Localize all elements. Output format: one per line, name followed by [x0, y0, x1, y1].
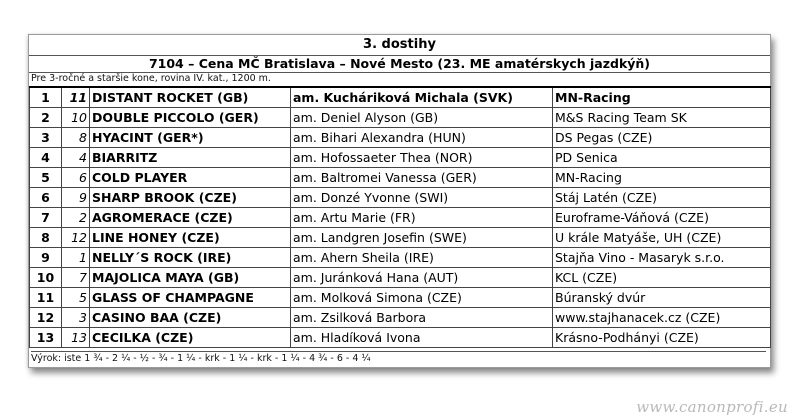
jockey-cell: am. Deniel Alyson (GB) — [291, 108, 553, 128]
jockey-cell: am. Hofossaeter Thea (NOR) — [291, 148, 553, 168]
result-row — [30, 188, 771, 208]
result-row — [30, 308, 771, 328]
horse-name-cell: LINE HONEY (CZE) — [90, 228, 291, 248]
start-number-cell: 12 — [62, 228, 90, 248]
place-cell: 12 — [30, 308, 62, 328]
jockey-cell: am. Artu Marie (FR) — [291, 208, 553, 228]
result-row — [30, 168, 771, 188]
place-cell: 10 — [30, 268, 62, 288]
start-number-cell: 10 — [62, 108, 90, 128]
place-cell: 2 — [30, 108, 62, 128]
result-row — [30, 148, 771, 168]
jockey-cell: am. Molková Simona (CZE) — [291, 288, 553, 308]
result-row — [30, 208, 771, 228]
horse-name-cell: MAJOLICA MAYA (GB) — [90, 268, 291, 288]
place-cell: 1 — [30, 87, 62, 108]
watermark: www.canonprofi.eu — [636, 398, 788, 416]
result-row — [30, 87, 771, 108]
jockey-cell: am. Bihari Alexandra (HUN) — [291, 128, 553, 148]
horse-name-cell: SHARP BROOK (CZE) — [90, 188, 291, 208]
race-heading: 3. dostihy — [29, 35, 770, 56]
owner-cell: MN-Racing — [553, 168, 771, 188]
race-title: 7104 – Cena MČ Bratislava – Nové Mesto (23. ME amatérskych jazdkýň) — [29, 55, 770, 73]
result-row — [30, 268, 771, 288]
jockey-cell: am. Zsilková Barbora — [291, 308, 553, 328]
horse-name-cell: DOUBLE PICCOLO (GER) — [90, 108, 291, 128]
result-row — [30, 128, 771, 148]
start-number-cell: 5 — [62, 288, 90, 308]
place-cell: 7 — [30, 208, 62, 228]
owner-cell: Krásno-Podhányi (CZE) — [553, 328, 771, 348]
start-number-cell: 4 — [62, 148, 90, 168]
place-cell: 6 — [30, 188, 62, 208]
horse-name-cell: HYACINT (GER*) — [90, 128, 291, 148]
result-row — [30, 228, 771, 248]
start-number-cell: 1 — [62, 248, 90, 268]
place-cell: 13 — [30, 328, 62, 348]
start-number-cell: 8 — [62, 128, 90, 148]
result-row — [30, 288, 771, 308]
start-number-cell: 7 — [62, 268, 90, 288]
owner-cell: M&S Racing Team SK — [553, 108, 771, 128]
results-sheet — [28, 34, 771, 368]
place-cell: 3 — [30, 128, 62, 148]
place-cell: 11 — [30, 288, 62, 308]
horse-name-cell: CECILKA (CZE) — [90, 328, 291, 348]
place-cell: 9 — [30, 248, 62, 268]
owner-cell: www.stajhanacek.cz (CZE) — [553, 308, 771, 328]
start-number-cell: 9 — [62, 188, 90, 208]
owner-cell: PD Senica — [553, 148, 771, 168]
horse-name-cell: GLASS OF CHAMPAGNE — [90, 288, 291, 308]
jockey-cell: am. Juránková Hana (AUT) — [291, 268, 553, 288]
owner-cell: U krále Matyáše, UH (CZE) — [553, 228, 771, 248]
owner-cell: KCL (CZE) — [553, 268, 771, 288]
owner-cell: Stáj Latén (CZE) — [553, 188, 771, 208]
owner-cell: MN-Racing — [553, 87, 771, 108]
owner-cell: Búranský dvúr — [553, 288, 771, 308]
horse-name-cell: AGROMERACE (CZE) — [90, 208, 291, 228]
start-number-cell: 3 — [62, 308, 90, 328]
place-cell: 5 — [30, 168, 62, 188]
place-cell: 8 — [30, 228, 62, 248]
jockey-cell: am. Landgren Josefin (SWE) — [291, 228, 553, 248]
result-row — [30, 248, 771, 268]
jockey-cell: am. Hladíková Ivona — [291, 328, 553, 348]
horse-name-cell: BIARRITZ — [90, 148, 291, 168]
start-number-cell: 6 — [62, 168, 90, 188]
odds-footer: Výrok: iste 1 ¾ - 2 ¼ - ½ - ¾ - 1 ¼ - krk - 1 ¼ - krk - 1 ¼ - 4 ¾ - 6 - 4 ¼ — [31, 351, 766, 366]
horse-name-cell: NELLY´S ROCK (IRE) — [90, 248, 291, 268]
owner-cell: DS Pegas (CZE) — [553, 128, 771, 148]
start-number-cell: 13 — [62, 328, 90, 348]
jockey-cell: am. Baltromei Vanessa (GER) — [291, 168, 553, 188]
jockey-cell: am. Ahern Sheila (IRE) — [291, 248, 553, 268]
place-cell: 4 — [30, 148, 62, 168]
horse-name-cell: COLD PLAYER — [90, 168, 291, 188]
horse-name-cell: CASINO BAA (CZE) — [90, 308, 291, 328]
result-row — [30, 108, 771, 128]
race-conditions: Pre 3-ročné a staršie kone, rovina IV. kat., 1200 m. — [31, 73, 271, 84]
start-number-cell: 11 — [62, 87, 90, 108]
results-table — [29, 86, 771, 348]
jockey-cell: am. Kucháriková Michala (SVK) — [291, 87, 553, 108]
jockey-cell: am. Donzé Yvonne (SWI) — [291, 188, 553, 208]
start-number-cell: 2 — [62, 208, 90, 228]
owner-cell: Stajňa Vino - Masaryk s.r.o. — [553, 248, 771, 268]
owner-cell: Euroframe-Váňová (CZE) — [553, 208, 771, 228]
result-row — [30, 328, 771, 348]
horse-name-cell: DISTANT ROCKET (GB) — [90, 87, 291, 108]
